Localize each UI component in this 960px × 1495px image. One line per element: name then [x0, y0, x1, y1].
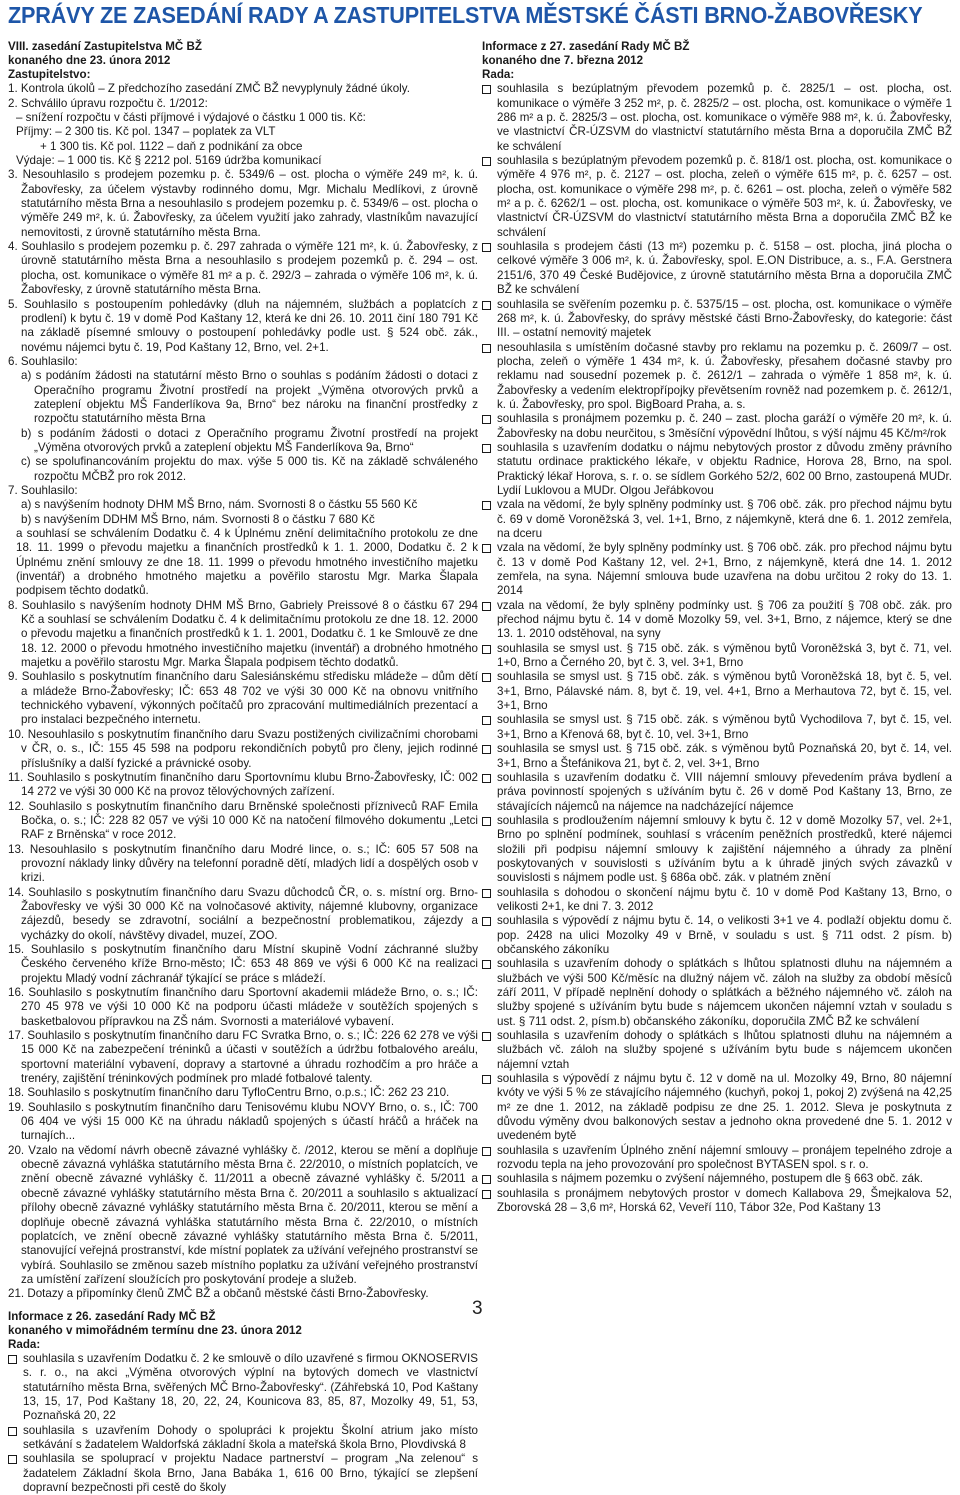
rada26-list: [8, 1352, 478, 1495]
right-column: [482, 40, 952, 1315]
checkbox-item: souhlasila s uzavřením dohody o splátkách s lhůtou splatnosti dluhu na nájemném a službách ve výši 500 Kč/měsíc na dlužný nájem vč. záloh na služby za období měsíců září 2011, V případě neplnění dohody o splátkách a běžného nájemného vč. záloh na služby spojené s užíváním bytu bude s nájemcem ukončen nájemní vztah v souladu s ust. § 711 odst. 2, písm.b) občanského zákoníku, doporučila ZMČ BŽ ke schválení: [482, 957, 952, 1029]
checkbox-item: souhlasila s uzavřením dodatku č. VIII nájemní smlouvy převedením práva bydlení a práva povinností spojených s užíváním bytu č. 26 v domě Pod Kaštany 13, Brno, ze stávajících nájemců na nájemce na nadcházející nájemce: [482, 771, 952, 814]
resolution-text: a souhlasí se schválením Dodatku č. 4 k Úplnému znění delimitačního protokolu ze dne 18. 11. 1999 o převodu majetku a finančních prostředků k 1. 1. 2000, Dodatku č. 2 k Úplnému znění smlouvy ze dne 18. 11. 1999 o převodu hmotného investičního majetku (inventář) a drobného hmotného majetku a pověřilo starostu Mgr. Marka Šlapala podpisem těchto dodatků.: [16, 527, 478, 598]
checkbox-item: vzala na vědomí, že byly splněny podmínky ust. § 706 za použití § 708 obč. zák. pro přechod nájmu bytu č. 14 v domě Mozolky 59, vel. 3+1, Brno, z nájemce, který se dne 13. 1. 2010 odstěhoval, na syny: [482, 599, 952, 642]
resolution-item: 7. Souhlasilo:: [8, 483, 78, 497]
resolution-item: 21. Dotazy a připomínky členů ZMČ BŽ a občanů městské části Brno-Žabovřesky.: [8, 1287, 429, 1301]
checkbox-item: souhlasila s pronájmem nebytových prostor v domech Kallabova 29, Šmejkalova 52, Zborovská 28 – 3,6 m², Horská 62, Veveří 110, Tábor 32e, Pod Kaštany 13: [482, 1187, 952, 1216]
resolution-item: 13. Nesouhlasilo s poskytnutím finančního daru Modré lince, o. s.; IČ: 605 57 508 na provozní náklady linky důvěry na telefonní poradně dětí, mladých lidí a dospělých osob v krizi.: [8, 842, 478, 885]
checkbox-item: souhlasila s uzavřením Úplného znění nájemní smlouvy – pronájem tepelného zdroje a rozvodu tepla na jeho provozování pro společnost BYTASEN spol. s r. o.: [482, 1144, 952, 1173]
checkbox-item: souhlasila s dohodou o skončení nájmu bytu č. 10 v domě Pod Kaštany 13, Brno, o velikosti 2+1, ke dni 7. 3. 2012: [482, 886, 952, 915]
checkbox-item: souhlasila s uzavřením dodatku o nájmu nebytových prostor z důvodu změny právního statutu ordinace praktického lékaře, v objektu Radnice, Horova 28, Brno, na spol. Praktický lékař Horova, s. r. o. se sídlem Gorkého 52/2, 602 00 Brno, zastoupená MUDr. Lydií Luklovou a MUDr. Olgou Jeřábkovou: [482, 441, 952, 498]
checkbox-item: souhlasila se spoluprací v projektu Nadace partnerství – program „Na zelenou“ s žadatelem Základní škola Brno, Jana Babáka 1, 616 00 Brno, týkající se zlepšení dopravní bezpečnosti při cestě do školy: [8, 1452, 478, 1495]
resolution-item: 4. Souhlasilo s prodejem pozemku p. č. 297 zahrada o výměře 121 m², k. ú. Žabovřesky, z úrovně statutárního města Brna a nesouhlasilo s prodejem pozemků p. č. 294 – ost. plocha, ost. komunikace o výměře 81 m² a p. č. 292/3 – zahrada o výměře 106 m², k. ú. Žabovřesky, z úrovně statutárního města Brna.: [8, 240, 478, 297]
resolution-item: 8. Souhlasilo s navýšením hodnoty DHM MŠ Brno, Gabriely Preissové 8 o částku 67 294 Kč a souhlasí se schválením Dodatku č. 4 k delimitačnímu protokolu ze dne 18. 12. 2000 o převodu majetku a finančních prostředků k 1. 1. 2001, Dodatku č. 1 ke Smlouvě ze dne 18. 12. 2000 o převodu hmotného investičního majetku (inventář) a drobného hmotného majetku a pověřilo starostu Mgr. Marka Šlapala podpisem těchto dodatků.: [8, 598, 478, 670]
resolution-item: 17. Souhlasilo s poskytnutím finančního daru FC Svratka Brno, o. s.; IČ: 226 62 278 ve výši 15 000 Kč na zabezpečení tréninků a účasti v soutěžích a údržbu fotbalového areálu, sportovní materiální vybavení, dopravy a startovné a úhradu rozhodčím a pro hráče a trenéry, zajištění tréninkových podmínek pro mladé fotbalové talenty.: [8, 1029, 478, 1086]
rada26-title: Informace z 26. zasedání Rady MČ BŽ: [8, 1309, 216, 1323]
rada27-date: konaného dne 7. března 2012: [482, 54, 644, 67]
budget-line: – snížení rozpočtu v části příjmové i výdajové o částku 1 000 tis. Kč:: [16, 111, 366, 125]
resolution-item: 19. Souhlasilo s poskytnutím finančního daru Tenisovému klubu NOVY Brno, o. s., IČ: 700 06 404 ve výši 15 000 Kč na úhradu nákladů spojených s účastí hráčů a hráček na turnajích...: [8, 1100, 478, 1143]
rada27-title: Informace z 27. zasedání Rady MČ BŽ: [482, 40, 690, 53]
checkbox-item: vzala na vědomí, že byly splněny podmínky ust. § 706 obč. zák. pro přechod nájmu bytu č. 13 v domě Pod Kaštany 12, vel. 2+1, Brno, z nájemkyně, která dne 14. 1. 2012 zemřela, na syna. Nájemní smlouva bude uzavřena na dobu určitou 2 roky do 13. 1. 2014: [482, 541, 952, 598]
checkbox-item: souhlasila s prodloužením nájemní smlouvy k bytu č. 12 v domě Mozolky 57, vel. 2+1, Brno po splnění podmínek, souhlasí s vrácením peněžních prostředků, které nájemci složili při podpisu nájemní smlouvy k zajištění nájemného a úhrady za plnění poskytovaných v souvislosti s užíváním bytu a k úhradě jiných svých závazků v souvislosti s nájmem podle ust. § 686a obč. zák. v platném znění: [482, 814, 952, 886]
spacer: [8, 1302, 478, 1310]
checkbox-item: souhlasila s nájmem pozemku o zvýšení nájemného, postupem dle § 663 obč. zák.: [482, 1172, 952, 1186]
checkbox-item: souhlasila s výpovědí z nájmu bytu č. 12 v domě na ul. Mozolky 49, Brno, 80 nájemní kvóty ve výši 5 % ze stávajícího nájemného (kuchyň, pokoj 1, pokoj 2) zvýšená na 42,25 m² ze dne 1. 2012, na základě podpisu ze dne 25. 1. 2012. Sleva je poskytnuta z důvodu výměny dvou balkonových sestav a jednoho okna provedené dne 5. 1. 2012 v uvedeném bytě: [482, 1072, 952, 1144]
checkbox-item: souhlasila s pronájmem pozemku p. č. 240 – zast. plocha garáží o výměře 20 m², k. ú. Žabovřesky na dobu neurčitou, s 3měsíční výpovědní lhůtou, s výší nájmu 45 Kč/m²/rok: [482, 412, 952, 441]
checkbox-item: souhlasila se smysl ust. § 715 obč. zák. s výměnou bytů Poznaňská 20, byt č. 14, vel. 3+1, Brno a Štefánikova 21, byt č. 2, vel. 3+1, Brno: [482, 742, 952, 771]
checkbox-item: souhlasila s bezúplatným převodem pozemků p. č. 2825/1 – ost. plocha, ost. komunikace o výměře 3 252 m², p. č. 2825/2 – ost. plocha, ost. komunikace o výměře 1 286 m² a p. č. 2825/3 – ost. plocha, ost. komunikace o výměře 988 m², k. ú. Žabovřesky, ve vlastnictví ČR-ÚZSVM do vlastnictví statutárního města Brna a doporučila ZMČ BŽ ke schválení: [482, 82, 952, 154]
resolution-item: 18. Souhlasilo s poskytnutím finančního daru TyfloCentru Brno, o.p.s.; IČ: 262 23 210.: [8, 1086, 450, 1100]
page-number: 3: [472, 1298, 483, 1319]
checkbox-item: souhlasila s uzavřením Dodatku č. 2 ke smlouvě o dílo uzavřené s firmou OKNOSERVIS s. r. o., na akci „Výměna otvorových výplní na bytových domech ve vlastnictví statutárního města Brna, svěřených MČ Brno-Žabovřesky“. (Záhřebská 10, Pod Kaštany 13, 15, 17, Pod Kaštany 18, 20, 22, 24, Kounicova 83, 85, 87, Mozolky 49, 51, 53, Poznaňská 20, 22: [8, 1352, 478, 1424]
resolution-item: 3. Nesouhlasilo s prodejem pozemku p. č. 5349/6 – ost. plocha o výměře 249 m², k. ú. Žabovřesky, za účelem výstavby rodinného domu, Mgr. Michalu Medlíkovi, z úrovně statutárního města Brna a nesouhlasilo s prodejem pozemku p. č. 5349/6 – ost. plocha o výměře 249 m², k. ú. Žabovřesky, za účelem využití jako zahrady, vlastníkům navazující nemovitosti, z úrovně statutárního města Brna.: [8, 168, 478, 239]
resolution-subitem: b) s podáním žádosti o dotaci z Operačního programu Životní prostředí na projekt „Výměna otvorových prvků a zateplení objektu MŠ Fanderlíkova 9a, Brno“: [21, 426, 478, 454]
resolution-item: 10. Nesouhlasilo s poskytnutím finančního daru Svazu postižených civilizačními chorobami v ČR, o. s., IČ: 155 45 598 na podporu rekondičních pobytů pro členy, jejich rodinné příslušníky a další fyzické a právnické osoby.: [8, 727, 478, 770]
checkbox-item: souhlasila se smysl ust. § 715 obč. zák. s výměnou bytů Voroněžská 3, byt č. 71, vel. 1+0, Brno a Černého 20, byt č. 3, vel. 3+1, Brno: [482, 642, 952, 671]
rada27-label: Rada:: [482, 68, 515, 81]
checkbox-item: souhlasila se svěřením pozemku p. č. 5375/15 – ost. plocha, ost. komunikace o výměře 268 m², k. ú. Žabovřesky, do správy městské části Brno-Žabovřesky, do kategorie: část III. – ostatní nemovitý majetek: [482, 298, 952, 341]
resolution-item: 12. Souhlasilo s poskytnutím finančního daru Brněnské společnosti přízniveců RAF Emila Bočka, o. s.; IČ: 228 82 057 ve výši 10 000 Kč na natočení filmového dokumentu „Letci RAF z Brněnska“ v roce 2012.: [8, 799, 478, 842]
checkbox-item: souhlasila s uzavřením dohody o splátkách s lhůtou splatnosti dluhu na nájemném a službách vč. záloh na služby spojené s užíváním bytu bude s nájemcem ukončen nájemní vztah: [482, 1029, 952, 1072]
resolution-item: 9. Souhlasilo s poskytnutím finančního daru Salesiánskému středisku mládeže – dům dětí a mládeže Brno-Žabovřesky; IČ: 653 48 702 ve výši 30 000 Kč na obnovu vnitřního technického vybavení, výkonných počítačů pro zpracování multimediálních prezentací a pro instalaci bezpečného internetu.: [8, 670, 478, 727]
resolution-item: 11. Souhlasilo s poskytnutím finančního daru Sportovnímu klubu Brno-Žabovřesky, IČ: 002 14 272 ve výši 30 000 Kč na provoz tělovýchovných zařízení.: [8, 770, 478, 799]
resolution-item: 14. Souhlasilo s poskytnutím finančního daru Svazu důchodců ČR, o. s. místní org. Brno-Žabovřesky ve výši 30 000 Kč na volnočasové aktivity, nájemné klubovny, organizace zájezdů, besedy se zdravotní, sociální a bezpečnostní problematikou, zájezdy a vycházky do okolí, návštěvy divadel, muzeí, ZOO.: [8, 885, 478, 942]
checkbox-item: souhlasila s prodejem části (13 m²) pozemku p. č. 5158 – ost. plocha, jiná plocha o celkové výměře 3 006 m², k. ú. Žabovřesky, spol. E.ON Distribuce, a. s., F.A. Gerstnera 2151/6, 370 49 České Budějovice, z úrovně statutárního města Brna a doporučila ZMČ BŽ ke schválení: [482, 240, 952, 297]
checkbox-item: souhlasila se smysl ust. § 715 obč. zák. s výměnou bytů Vychodilova 7, byt č. 15, vel. 3+1, Brno a Křenová 68, byt č. 10, vel. 3+1, Brno: [482, 713, 952, 742]
budget-line: + 1 300 tis. Kč pol. 1122 – daň z podnikání za obce: [40, 139, 303, 153]
budget-line: Příjmy: – 2 300 tis. Kč pol. 1347 – poplatek za VLT: [16, 125, 276, 139]
left-column: [8, 40, 478, 1494]
page-headline: ZPRÁVY ZE ZASEDÁNÍ RADY A ZASTUPITELSTVA MĚSTSKÉ ČÁSTI BRNO-ŽABOVŘESKY: [8, 2, 923, 28]
zastupitelstvo-label: Zastupitelstvo:: [8, 68, 91, 81]
resolution-item: 2. Schválilo úpravu rozpočtu č. 1/2012:: [8, 96, 208, 110]
resolution-item: 20. Vzalo na vědomí návrh obecně závazné vyhlášky č. /2012, kterou se mění a doplňuje obecně závazná vyhláška statutárního města Brna č. 22/2010, o místních poplatcích, ve znění obecně závazné vyhlášky č. 11/2011 a obecně závazné vyhlášky č. 5/2011 a obecně závazné vyhlášky statutárního města Brna č. 20/2011 a souhlasilo s aktualizací přílohy obecně závazné vyhlášky statutárního města Brna č. 20/2011, kterou se mění a doplňuje obecně závazná vyhláška statutárního města Brna č. 22/2010, o místních poplatcích, ve znění obecně závazné vyhlášky statutárního města Brna č. 5/2011, stanovující veřejná prostranství, kde místní poplatek za užívání veřejného prostranství se vybírá. Souhlasilo se změnou sazeb místního poplatku za užívání veřejného prostranství za umístění zařízení sloužících pro poskytování prodeje a služeb.: [8, 1143, 478, 1286]
budget-line: Výdaje: – 1 000 tis. Kč § 2212 pol. 5169 údržba komunikací: [16, 154, 322, 168]
zastupitelstvo-date: konaného dne 23. února 2012: [8, 54, 171, 67]
resolution-item: 15. Souhlasilo s poskytnutím finančního daru Místní skupině Vodní záchranné služby Českého červeného kříže Brno-město; IČ: 653 48 869 ve výši 6 000 Kč na realizaci projektu Mladý vodní záchranář týkající se práce s mládeží.: [8, 942, 478, 985]
checkbox-item: souhlasila s výpovědí z nájmu bytu č. 14, o velikosti 3+1 ve 4. podlaží objektu domu č. pop. 2428 na ulici Mozolky 49 v Brně, v souladu s ust. § 711 odst. 2 písm. b) občanského zákoníku: [482, 914, 952, 957]
resolution-subitem: c) se spolufinancováním projektu do max. výše 5 000 tis. Kč na základě schváleného rozpočtu MČBŽ pro rok 2012.: [21, 455, 478, 483]
rada27-list: [482, 82, 952, 1215]
checkbox-item: vzala na vědomí, že byly splněny podmínky ust. § 706 obč. zák. pro přechod nájmu bytu č. 69 v domě Voroněžská 3, vel. 1+1, Brno, z nájemkyně, která dne 6. 1. 2012 zemřela, na dceru: [482, 498, 952, 541]
resolution-subitem: a) s podáním žádosti na statutární město Brno o souhlas s podáním žádosti o dotaci z Operačního programu Životní prostředí na projekt „Výměna otvorových prvků a zateplení objektu MŠ Fanderlíkova 9a, Brno“ bez nároku na finanční prostředky z rozpočtu statutárního města Brna: [21, 369, 478, 426]
checkbox-item: souhlasila se smysl ust. § 715 obč. zák. s výměnou bytů Voroněžská 18, byt č. 5, vel. 3+1, Brno, Pálavské nám. 8, byt č. 19, vel. 4+1, Brno a Merhautova 72, byt č. 15, vel. 3+1, Brno: [482, 670, 952, 713]
resolution-item: 5. Souhlasilo s postoupením pohledávky (dluh na nájemném, službách a poplatcích z prodlení) k bytu č. 19 v domě Pod Kaštany 12, která ke dni 26. 10. 2011 činí 180 791 Kč na základě písemné smlouvy o postoupení pohledávky podle ust. § 524 obč. zák., novému nájemci bytu č. 19, Pod Kaštany 12, Brno, vel. 2+1.: [8, 297, 478, 354]
rada26-label: Rada:: [8, 1337, 41, 1351]
rada26-date: konaného v mimořádném termínu dne 23. února 2012: [8, 1323, 302, 1337]
resolution-subitem: a) s navýšením hodnoty DHM MŠ Brno, nám. Svornosti 8 o částku 55 560 Kč: [21, 498, 418, 512]
resolution-item: 16. Souhlasilo s poskytnutím finančního daru Sportovní akademii mládeže Brno, o. s.; IČ: 270 45 978 ve výši 10 000 Kč na podporu účasti mládeže v soutěžích spojených s basketbalovou přípravkou na ZŠ nám. Svornosti a materiálové vybavení.: [8, 986, 478, 1028]
resolution-subitem: b) s navýšením DDHM MŠ Brno, nám. Svornosti 8 o částku 7 680 Kč: [21, 512, 375, 526]
resolution-item: 1. Kontrola úkolů – Z předchozího zasedání ZMČ BŽ nevyplynuly žádné úkoly.: [8, 82, 410, 96]
checkbox-item: souhlasila s uzavřením Dohody o spolupráci k projektu Školní atrium jako místo setkávání s žadatelem Waldorfská základní škola a mateřská škola Brno, Plovdivská 8: [8, 1424, 478, 1453]
checkbox-item: souhlasila s bezúplatným převodem pozemků p. č. 818/1 ost. plocha, ost. komunikace o výměře 4 976 m², p. č. 2127 – ost. plocha, zeleň o výměře 615 m², p. č. 6257 – ost. plocha, ost. komunikace o výměře 298 m², p. č. 6261 – ost. plocha, zeleň o výměře 582 m² a p. č. 6262/1 – ost. plocha, ost. komunikace o výměře 503 m², k. ú. Žabovřesky, ve vlastnictví ČR-ÚZSVM do vlastnictví statutárního města Brna a doporučila ZMČ BŽ ke schválení: [482, 154, 952, 240]
resolution-item: 6. Souhlasilo:: [8, 354, 78, 368]
zastupitelstvo-title: VIII. zasedání Zastupitelstva MČ BŽ: [8, 40, 202, 53]
checkbox-item: nesouhlasila s umístěním dočasné stavby pro reklamu na pozemku p. č. 2609/7 – ost. plocha, zeleň o výměře 1 434 m², k. ú. Žabovřesky, přesahem dočasné stavby pro reklamu nad sousední pozemek p. č. 2612/1 – zahrada o výměře 1 858 m², k. ú. Žabovřesky a vedením elektropřípojky převětsením rovněž nad pozemkem p. č. 2612/1, k. ú. Žabovřesky, pro spol. BigBoard Praha, a. s.: [482, 341, 952, 413]
